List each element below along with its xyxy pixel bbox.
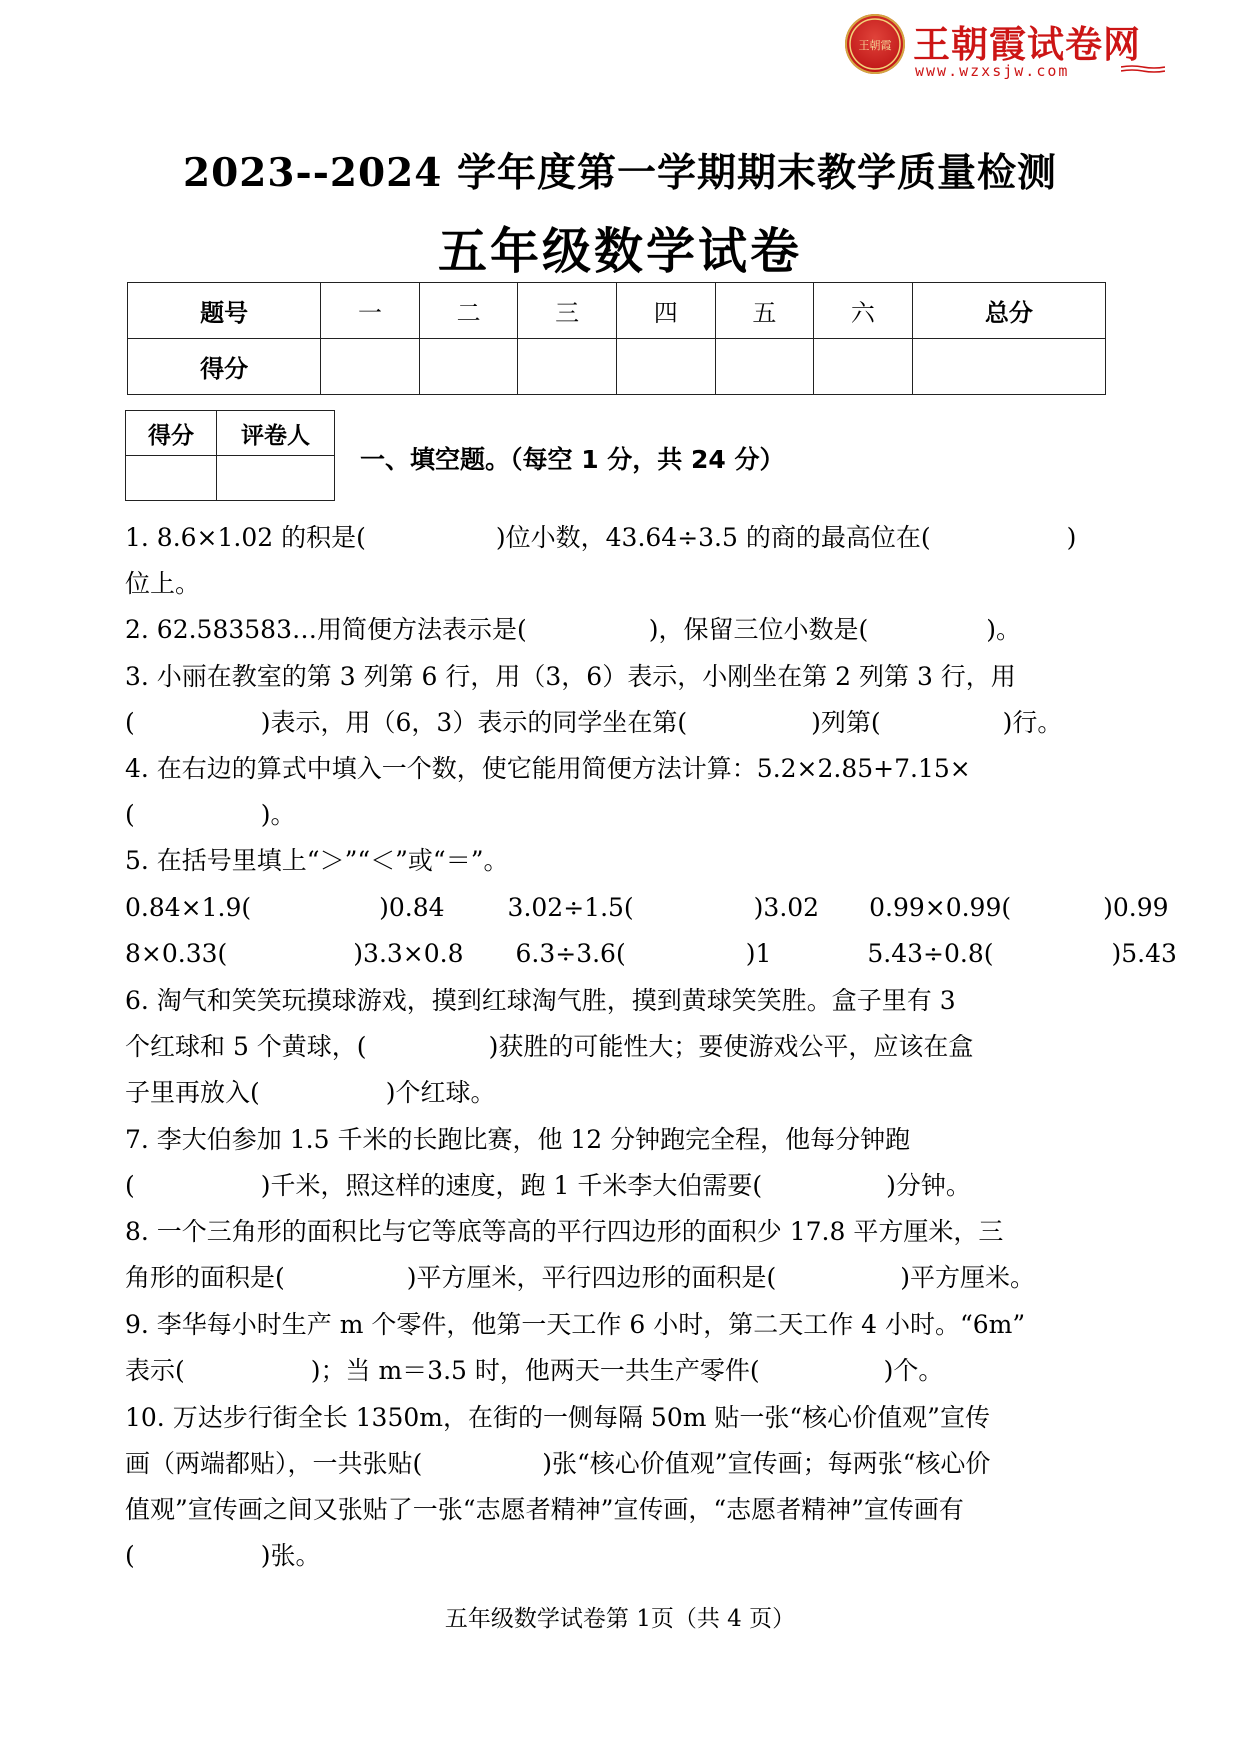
q1-text-c: ) [1066,523,1077,552]
question-5-row-1 [125,895,1169,920]
q5-expr: )0.99 [1103,893,1169,922]
section-heading: 一、填空题。（每空 1 分，共 24 分） [360,445,785,474]
q9-text-b: 表示( [125,1356,185,1385]
q8-text-c: )平方厘米，平行四边形的面积是( [406,1263,777,1292]
grader-score-blank[interactable] [126,456,217,501]
question-6-line-1: 6. 淘气和笑笑玩摸球游戏，摸到红球淘气胜，摸到黄球笑笑胜。盒子里有 3 [125,986,956,1015]
seal-text: 王朝霞 [858,39,892,52]
q5-expr: )3.3×0.8 [353,939,464,968]
q1-text-a: 1. 8.6×1.02 的积是( [125,523,366,552]
q5-expr: 5.43÷0.8( [867,939,994,968]
logo-brand-text: 王朝霞试卷网 [913,23,1141,66]
score-header-cell: 六 [814,283,913,339]
score-blank-cell[interactable] [814,339,913,395]
score-blank-cell[interactable] [616,339,715,395]
q5-expr: )5.43 [1111,939,1177,968]
question-3-line-1: 3. 小丽在教室的第 3 列第 6 行，用（3，6）表示，小刚坐在第 2 列第 3 行，用 [125,662,1016,691]
question-10-line-1: 10. 万达步行街全长 1350m，在街的一侧每隔 50m 贴一张“核心价值观”宣传 [125,1403,990,1432]
question-6-line-2 [125,1034,973,1059]
grader-name-label: 评卷人 [217,411,335,456]
logo-url-text: www.wzxsjw.com [915,62,1070,80]
q8-text-d: )平方厘米。 [900,1263,1036,1292]
q1-text-b: )位小数，43.64÷3.5 的商的最高位在( [495,523,931,552]
q5-expr: )3.02 [753,893,820,922]
score-blank-cell[interactable] [321,339,420,395]
q10-text-f: )张。 [260,1541,321,1570]
grader-table [125,410,335,501]
question-8-line-2 [125,1265,1035,1290]
q10-text-e: ( [125,1541,135,1570]
question-1-line-2: 位上。 [125,569,201,598]
q5-expr: 0.99×0.99( [869,893,1012,922]
q5-expr: 3.02÷1.5( [507,893,634,922]
question-10-line-4 [125,1543,321,1568]
q7-text-b: ( [125,1171,135,1200]
score-table [127,282,1106,395]
score-blank-cell[interactable] [715,339,814,395]
q6-text-c: )获胜的可能性大；要使游戏公平，应该在盒 [488,1032,974,1061]
q4-text-b: ( [125,800,135,829]
question-6-line-3 [125,1080,496,1105]
score-header-cell: 三 [518,283,617,339]
question-5-instruction: 5. 在括号里填上“＞”“＜”或“＝”。 [125,846,509,875]
seal-icon [845,14,905,74]
score-header-cell: 一 [321,283,420,339]
q5-expr: )1 [745,939,772,968]
page-footer: 五年级数学试卷第 1页（共 4 页） [444,1606,796,1632]
site-logo [845,12,1165,80]
question-3-line-2 [125,710,1062,735]
score-header-cell: 总分 [912,283,1105,339]
q6-text-b: 个红球和 5 个黄球，( [125,1032,367,1061]
q5-expr: 0.84×1.9( [125,893,252,922]
question-4-line-1: 4. 在右边的算式中填入一个数，使它能用简便方法计算：5.2×2.85+7.15× [125,754,971,783]
exam-title: 2023--2024 学年度第一学期期末教学质量检测 [182,150,1058,196]
question-9-line-1: 9. 李华每小时生产 m 个零件，他第一天工作 6 小时，第二天工作 4 小时。“6m” [125,1310,1026,1339]
grader-name-blank[interactable] [217,456,335,501]
question-2-line [125,617,1021,642]
question-5-row-2 [125,941,1177,966]
score-blank-cell[interactable] [518,339,617,395]
score-header-cell: 四 [616,283,715,339]
q5-expr: )0.84 [379,893,445,922]
q2-text-b: )，保留三位小数是( [648,615,869,644]
question-10-line-2 [125,1451,990,1476]
score-blank-cell[interactable] [419,339,518,395]
q7-text-d: )分钟。 [886,1171,971,1200]
q3-text-d: )列第( [811,708,881,737]
q7-text-c: )千米，照这样的速度，跑 1 千米李大伯需要( [260,1171,763,1200]
q5-expr: 6.3÷3.6( [515,939,626,968]
q10-text-c: )张“核心价值观”宣传画；每两张“核心价 [542,1449,991,1478]
score-header-cell: 二 [419,283,518,339]
score-table-header-row [128,283,1106,339]
q9-text-d: )个。 [883,1356,944,1385]
score-header-cell: 题号 [128,283,321,339]
q9-text-c: )；当 m＝3.5 时，他两天一共生产零件( [310,1356,760,1385]
question-7-line-2 [125,1173,971,1198]
score-blank-cell[interactable] [912,339,1105,395]
question-4-line-2 [125,802,296,827]
grader-score-label: 得分 [126,411,217,456]
question-9-line-2 [125,1358,943,1383]
question-7-line-1: 7. 李大伯参加 1.5 千米的长跑比赛，他 12 分钟跑完全程，他每分钟跑 [125,1125,911,1154]
q3-text-b: ( [125,708,135,737]
q8-text-b: 角形的面积是( [125,1263,285,1292]
question-10-line-3: 值观”宣传画之间又张贴了一张“志愿者精神”宣传画，“志愿者精神”宣传画有 [125,1495,964,1524]
q10-text-b: 画（两端都贴），一共张贴( [125,1449,423,1478]
question-1-line-1 [125,525,1076,550]
q5-expr: 8×0.33( [125,939,228,968]
q2-text-c: )。 [986,615,1022,644]
wave-lines-icon [1121,65,1165,75]
q6-text-e: )个红球。 [385,1078,496,1107]
question-8-line-1: 8. 一个三角形的面积比与它等底等高的平行四边形的面积少 17.8 平方厘米，三 [125,1217,1004,1246]
exam-subtitle: 五年级数学试卷 [437,222,802,280]
q4-text-c: )。 [260,800,296,829]
q3-text-e: )行。 [1002,708,1063,737]
q6-text-d: 子里再放入( [125,1078,260,1107]
score-table-score-row [128,339,1106,395]
q2-text-a: 2. 62.583583…用简便方法表示是( [125,615,527,644]
q3-text-c: )表示，用（6，3）表示的同学坐在第( [260,708,688,737]
score-row-label: 得分 [128,339,321,395]
score-header-cell: 五 [715,283,814,339]
